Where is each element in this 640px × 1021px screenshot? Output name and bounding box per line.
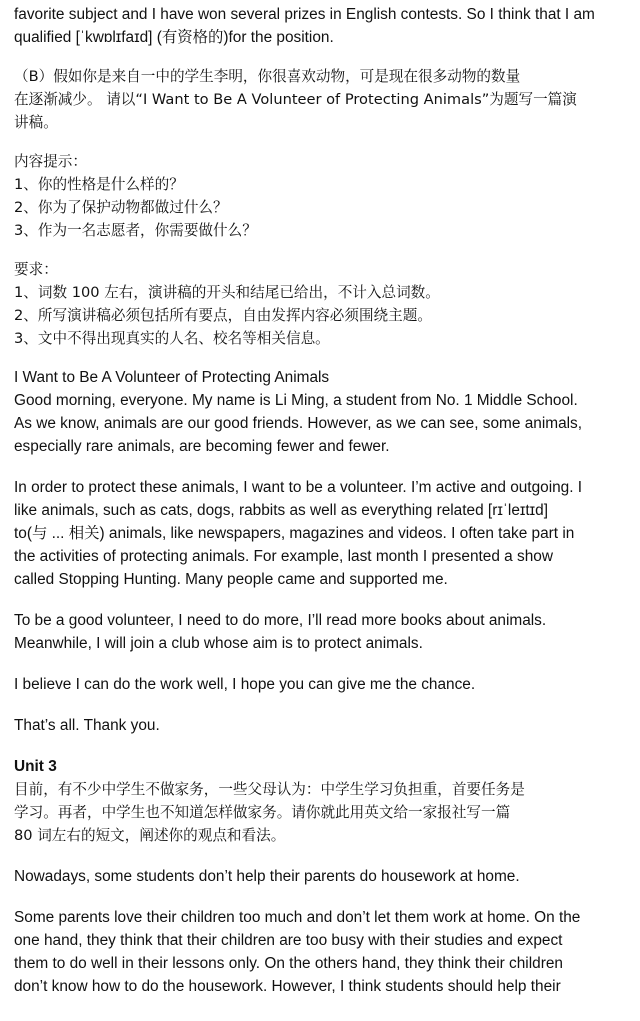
hint-item: 1、你的性格是什么样的？ xyxy=(14,176,184,193)
text-line: like animals, such as cats, dogs, rabbits as well as everything related [rɪˈleɪtɪd] xyxy=(14,502,548,519)
hint-item: 3、作为一名志愿者，你需要做什么？ xyxy=(14,222,257,239)
top-paragraph xyxy=(14,0,626,49)
requirements-title: 要求： xyxy=(14,261,58,278)
text-line: As we know, animals are our good friends. However, as we can see, some animals, xyxy=(14,415,583,432)
text-line: them to do well in their lessons only. On the others hand, they think their children xyxy=(14,955,563,972)
text-line: That’s all. Thank you. xyxy=(14,717,160,734)
text-line: 学习。再者，中学生也不知道怎样做家务。请你就此用英文给一家报社写一篇 xyxy=(14,804,511,821)
text-line: don’t know how to do the housework. However, I think students should help their xyxy=(14,978,561,995)
text-line: called Stopping Hunting. Many people came and supported me. xyxy=(14,571,448,588)
content-hints xyxy=(14,150,626,242)
text-line: （B）假如你是来自一中的学生李明，你很喜欢动物，可是现在很多动物的数量 xyxy=(14,68,521,85)
text-line: qualified [ˈkwɒlɪfaɪd] (有资格的)for the position. xyxy=(14,29,334,46)
document-page xyxy=(14,0,626,998)
text-line: I believe I can do the work well, I hope you can give me the chance. xyxy=(14,676,476,693)
text-line: To be a good volunteer, I need to do more, I’ll read more books about animals. xyxy=(14,612,547,629)
requirement-item: 3、文中不得出现真实的人名、校名等相关信息。 xyxy=(14,330,330,347)
text-line: favorite subject and I have won several prizes in English contests. So I think that I am xyxy=(14,6,595,23)
text-line: 讲稿。 xyxy=(14,114,58,131)
hints-title: 内容提示： xyxy=(14,153,87,170)
text-line: 在逐渐减少。 请以“I Want to Be A Volunteer of Protecting Animals”为题写一篇演 xyxy=(14,91,577,108)
text-line: to(与 ... 相关) animals, like newspapers, magazines and videos. I often take part in xyxy=(14,525,575,542)
text-line: 80 词左右的短文，阐述你的观点和看法。 xyxy=(14,827,286,844)
text-line: Meanwhile, I will join a club whose aim is to protect animals. xyxy=(14,635,423,652)
text-line: Nowadays, some students don’t help their parents do housework at home. xyxy=(14,868,520,885)
hint-item: 2、你为了保护动物都做过什么？ xyxy=(14,199,228,216)
essay xyxy=(14,366,626,737)
text-line: Some parents love their children too much and don’t let them work at home. On the xyxy=(14,909,581,926)
text-line: one hand, they think that their children are too busy with their studies and expect xyxy=(14,932,563,949)
requirements xyxy=(14,258,626,350)
text-line: In order to protect these animals, I want to be a volunteer. I’m active and outgoing. I xyxy=(14,479,583,496)
essay-title: I Want to Be A Volunteer of Protecting Animals xyxy=(14,369,330,386)
text-line: the activities of protecting animals. For example, last month I presented a show xyxy=(14,548,553,565)
text-line: 目前，有不少中学生不做家务，一些父母认为：中学生学习负担重，首要任务是 xyxy=(14,781,525,798)
text-line: Good morning, everyone. My name is Li Ming, a student from No. 1 Middle School. xyxy=(14,392,578,409)
requirement-item: 1、词数 100 左右，演讲稿的开头和结尾已给出，不计入总词数。 xyxy=(14,284,440,301)
task-b-prompt xyxy=(14,65,626,134)
requirement-item: 2、所写演讲稿必须包括所有要点，自由发挥内容必须围绕主题。 xyxy=(14,307,432,324)
text-line: especially rare animals, are becoming fewer and fewer. xyxy=(14,438,390,455)
unit-heading: Unit 3 xyxy=(14,758,57,775)
unit-3-section xyxy=(14,755,626,998)
